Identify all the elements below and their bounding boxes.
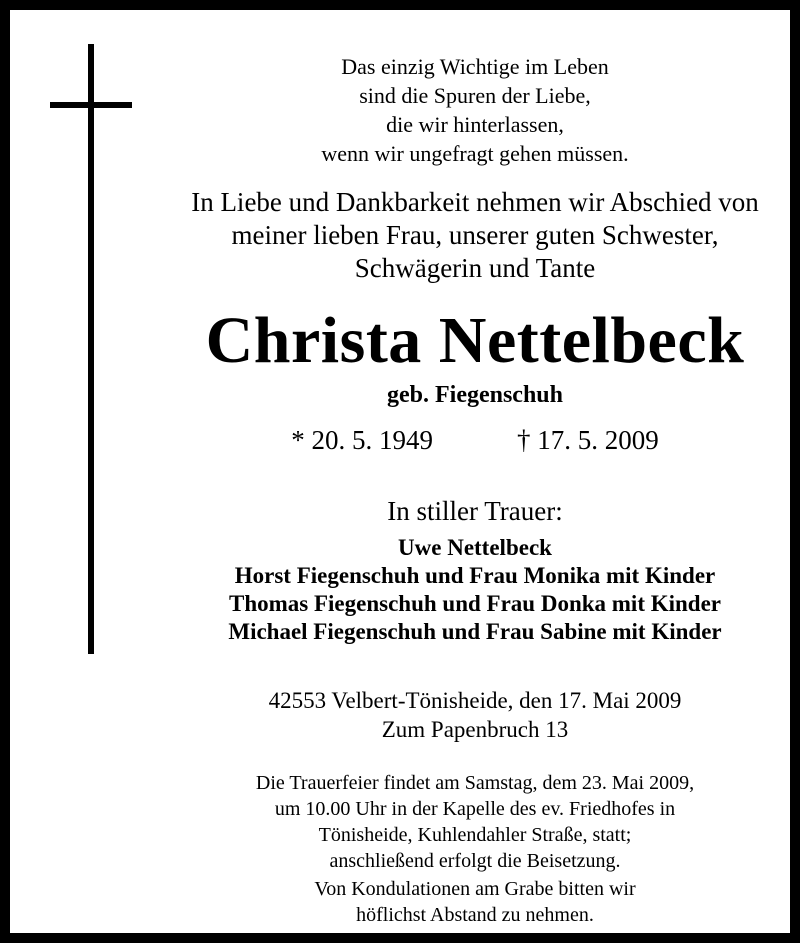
cross-horizontal-bar <box>50 102 132 108</box>
poem-line: sind die Spuren der Liebe, <box>359 83 591 108</box>
address-line: 42553 Velbert-Tönisheide, den 17. Mai 2009 <box>268 688 682 713</box>
service-line: anschließend erfolgt die Beisetzung. <box>329 850 621 872</box>
poem-line: die wir hinterlassen, <box>386 112 564 137</box>
maiden-name: geb. Fiegenschuh <box>386 382 563 408</box>
condolence-line: Von Kondulationen am Grabe bitten wir <box>314 878 636 900</box>
mourner: Thomas Fiegenschuh und Frau Donka mit Kinder <box>228 591 722 616</box>
life-dates <box>140 423 800 457</box>
service-line: Tönisheide, Kuhlendahler Straße, statt; <box>318 824 632 846</box>
deceased-name: Christa Nettelbeck <box>205 304 745 377</box>
funeral-service-info <box>140 770 800 874</box>
address-line: Zum Papenbruch 13 <box>381 717 569 742</box>
mourner: Horst Fiegenschuh und Frau Monika mit Kinder <box>234 563 716 588</box>
birth-date: * 20. 5. 1949 <box>291 425 433 455</box>
poem <box>140 52 800 168</box>
mourner: Uwe Nettelbeck <box>398 535 552 560</box>
poem-line: wenn wir ungefragt gehen müssen. <box>321 141 629 166</box>
cross-vertical-bar <box>88 44 94 654</box>
service-line: Die Trauerfeier findet am Samstag, dem 23. Mai 2009, <box>255 772 695 794</box>
intro-line: In Liebe und Dankbarkeit nehmen wir Abschied von <box>191 187 759 217</box>
mourning-label: In stiller Trauer: <box>387 496 563 526</box>
condolence-note <box>140 876 800 928</box>
poem-line: Das einzig Wichtige im Leben <box>341 54 609 79</box>
mourners-list <box>140 534 800 646</box>
death-date: † 17. 5. 2009 <box>517 425 659 455</box>
intro-line: Schwägerin und Tante <box>354 253 596 283</box>
condolence-line: höflichst Abstand zu nehmen. <box>356 904 594 926</box>
service-line: um 10.00 Uhr in der Kapelle des ev. Friedhofes in <box>274 798 676 820</box>
mourner: Michael Fiegenschuh und Frau Sabine mit Kinder <box>228 619 722 644</box>
address <box>140 686 800 744</box>
intro-line: meiner lieben Frau, unserer guten Schwester, <box>231 220 719 250</box>
intro-text <box>140 186 800 285</box>
